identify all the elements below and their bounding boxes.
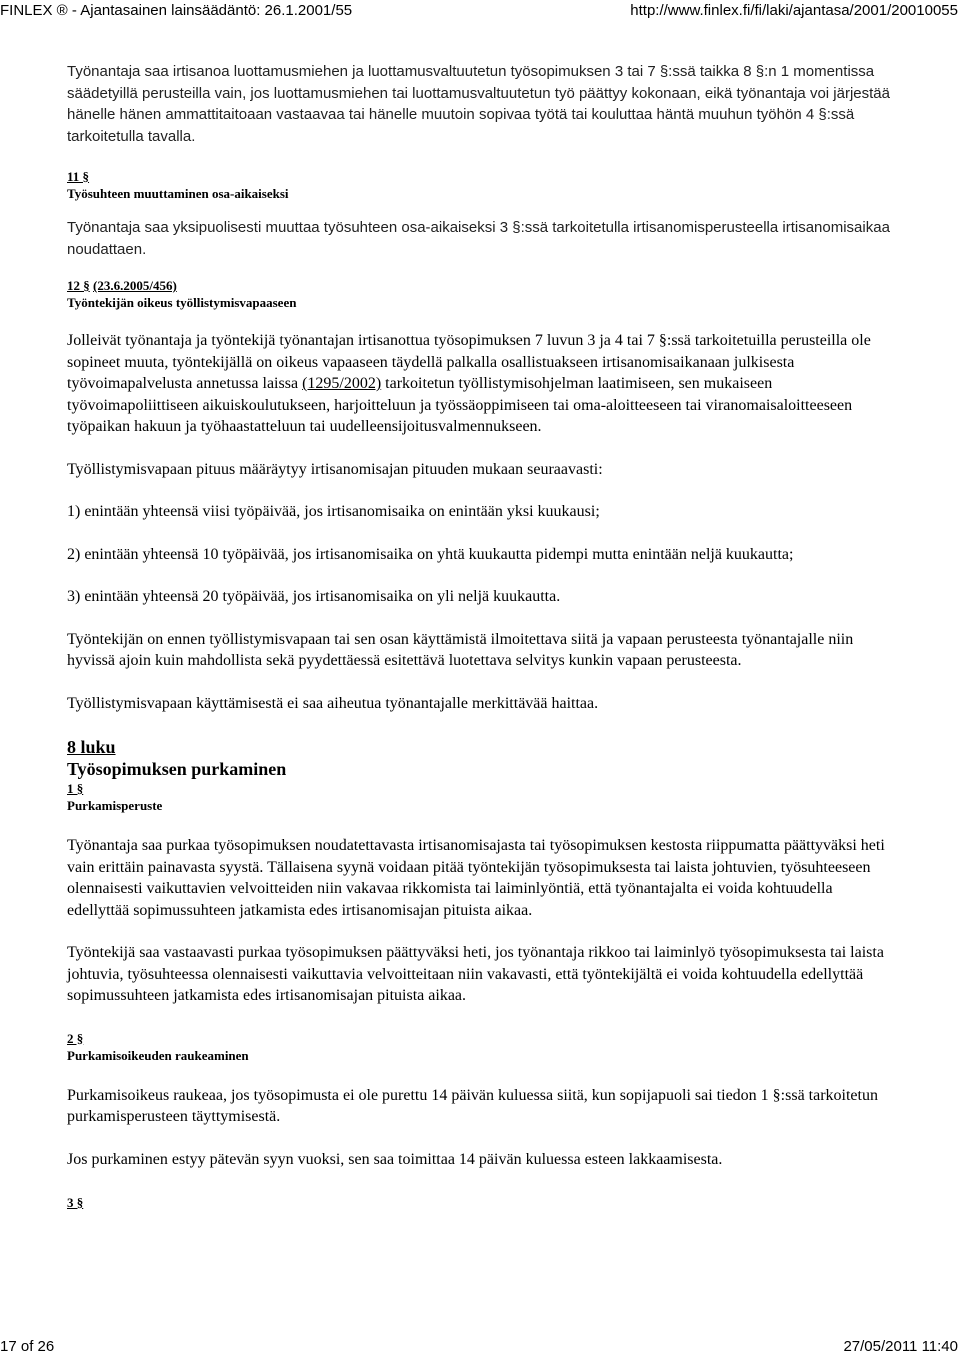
list-item: 2) enintään yhteensä 10 työpäivää, jos irtisanomisaika on yhtä kuukautta pidempi mutta enintään neljä kuukautta; (67, 545, 794, 563)
law-reference-link[interactable]: (1295/2002) (302, 375, 382, 392)
intro-block (67, 61, 897, 147)
header-title: FINLEX ® - Ajantasainen lainsäädäntö: 26.1.2001/55 (0, 2, 353, 19)
paragraph: Työllistymisvapaan käyttämisestä ei saa aiheutua työnantajalle merkittävää haittaa. (67, 694, 599, 712)
page-footer (0, 1336, 960, 1358)
document-body (67, 61, 897, 1211)
section-number[interactable]: 2 § (67, 1030, 84, 1046)
header-url: http://www.finlex.fi/fi/laki/ajantasa/2001/20010055 (630, 2, 958, 19)
chapter8-section-2 (67, 1030, 897, 1171)
paragraph (67, 330, 897, 438)
section-title: Työntekijän oikeus työllistymisvapaaseen (67, 295, 297, 310)
paragraph: Työnantaja saa purkaa työsopimuksen noudatettavasta irtisanomisajasta tai työsopimuksen kestosta riippumatta päättyväksi heti vain erittäin painavasta syystä. Tällaisena syynä voidaan pitää työntekijän työsopimuksesta tai laista johtuvien, työsuhteeseen olennaisesti vaikuttavien velvoitteiden niin vakavaa rikkomista tai laiminlyöntiä, että työnantajalta ei voida kohtuudella edellyttää sopimussuhteen jatkamista edes irtisanomisajan pituista aikaa. (67, 837, 885, 919)
paragraph-text: Jolleivät työnantaja ja työntekijä työnantajan irtisanottua työsopimuksen 7 luvun 3 ja 4 tai 7 §:ssä tarkoitetuilla perusteilla ole sopineet muuta, työntekijällä on oikeus vapaaseen täydellä palkalla osallistuakseen irtisanomisaikanaan julkisesta työvoimapalvelusta annetussa laissa (67, 332, 871, 392)
list-item: 3) enintään yhteensä 20 työpäivää, jos irtisanomisaika on yli neljä kuukautta. (67, 588, 561, 605)
paragraph-text: tarkoitetun työllistymisohjelman laatimiseen, sen mukaiseen työvoimapoliittiseen aikuiskoulutukseen, harjoitteluun ja työssäoppimiseen tai oma-aloitteeseen tai viranomaisaloitteeseen työpaikan hakuun ja työhaastatteluun tai uudelleensijoitusvalmennukseen. (67, 375, 853, 435)
chapter8-section-1 (67, 780, 897, 1007)
section-12 (67, 277, 897, 714)
section-title: Purkamisperuste (67, 798, 163, 813)
paragraph: Työntekijän on ennen työllistymisvapaan tai sen osan käyttämistä ilmoitettava siitä ja vapaan perusteesta työnantajalle niin hyvissä ajoin kuin mahdollista sekä pyydettäessä esitettävä luotettava selvitys kunkin vapaan perusteesta. (67, 630, 854, 669)
paragraph: Purkamisoikeus raukeaa, jos työsopimusta ei ole purettu 14 päivän kuluessa siitä, kun sopijapuoli sai tiedon 1 §:ssä tarkoitetun purkamisperusteen täyttymisestä. (67, 1086, 878, 1125)
chapter-8 (67, 736, 897, 780)
section-title: Työsuhteen muuttaminen osa-aikaiseksi (67, 186, 289, 201)
amendment-link[interactable]: (23.6.2005/456) (93, 278, 177, 293)
section-number[interactable]: 1 § (67, 781, 84, 796)
chapter-title: Työsopimuksen purkaminen (67, 759, 287, 779)
page-header (0, 0, 960, 22)
section-11 (67, 168, 897, 260)
list-item: 1) enintään yhteensä viisi työpäivää, jos irtisanomisaika on enintään yksi kuukausi; (67, 503, 600, 520)
intro-paragraph: Työnantaja saa irtisanoa luottamusmiehen ja luottamusvaltuutetun työsopimuksen 3 tai 7 §:ssä taikka 8 §:n 1 momentissa säädetyillä perusteilla vain, jos luottamusmiehen tai luottamusvaltuutetun työ päättyy kokonaan, eikä työnantaja voi järjestää hänelle hänen ammattitaitoaan vastaavaa tai hänelle muutoin sopivaa työtä tai kouluttaa häntä muuhun työhön 4 §:ssä tarkoitetulla tavalla. (67, 63, 890, 145)
section-number[interactable]: 12 § (67, 278, 90, 293)
page-counter: 17 of 26 (0, 1338, 55, 1355)
section-text: Työnantaja saa yksipuolisesti muuttaa työsuhteen osa-aikaiseksi 3 §:ssä tarkoitetulla irtisanomisperusteella irtisanomisaikaa noudattaen. (67, 219, 890, 258)
print-timestamp: 27/05/2011 11:40 (843, 1338, 958, 1355)
section-number[interactable]: 3 § (67, 1195, 84, 1210)
paragraph: Työllistymisvapaan pituus määräytyy irtisanomisajan pituuden mukaan seuraavasti: (67, 460, 603, 478)
section-title: Purkamisoikeuden raukeaminen (67, 1047, 249, 1063)
section-number[interactable]: 11 § (67, 169, 90, 184)
chapter-number[interactable]: 8 luku (67, 737, 116, 757)
paragraph: Työntekijä saa vastaavasti purkaa työsopimuksen päättyväksi heti, jos työnantaja rikkoo tai laiminlyö työsopimuksesta tai laista johtuvia, työsuhteessa olennaisesti vaikuttavia velvoitteitaan niin vakavasti, että työntekijältä ei voida kohtuudella edellyttää sopimussuhteen jatkamista edes irtisanomisajan pituista aikaa. (67, 944, 884, 1004)
chapter8-section-3 (67, 1194, 897, 1211)
paragraph: Jos purkaminen estyy pätevän syyn vuoksi, sen saa toimittaa 14 päivän kuluessa esteen lakkaamisesta. (67, 1150, 723, 1168)
